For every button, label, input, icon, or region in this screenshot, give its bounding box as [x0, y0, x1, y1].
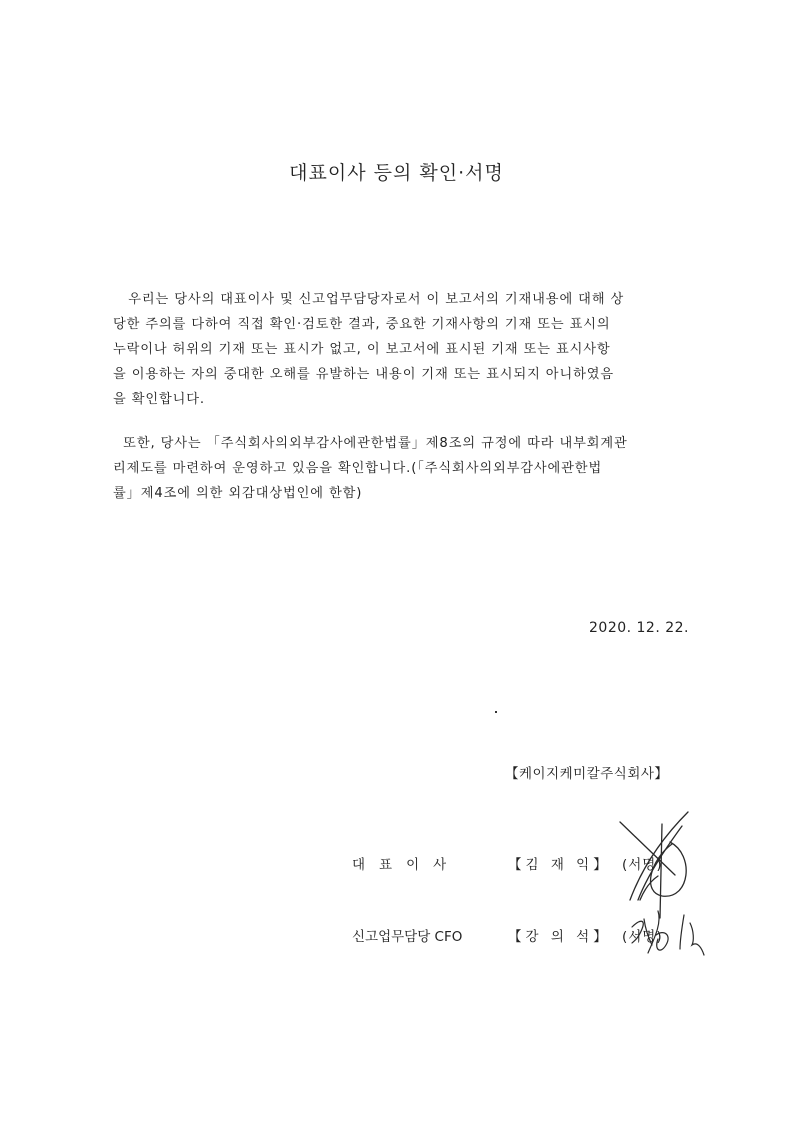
internal-control-paragraph [113, 431, 687, 506]
document-title: 대표이사 등의 확인·서명 [289, 162, 504, 184]
paragraph-line: 을 이용하는 자의 중대한 오해를 유발하는 내용이 기재 또는 표시되지 아니하였음 [113, 367, 615, 382]
signatory-name: 【김 재 익】 [508, 857, 611, 873]
paragraph-line: 리제도를 마련하여 운영하고 있음을 확인합니다.(「주식회사의외부감사에관한법 [113, 461, 603, 476]
confirmation-paragraph [113, 287, 687, 412]
paragraph-line: 우리는 당사의 대표이사 및 신고업무담당자로서 이 보고서의 기재내용에 대해 상 [113, 292, 625, 307]
paragraph-line: 당한 주의를 다하여 직접 확인·검토한 결과, 중요한 기재사항의 기재 또는 표시의 [113, 317, 611, 332]
signatory-name: 【강 의 석】 [508, 929, 611, 945]
company-name: 【케이지케미칼주식회사】 [505, 766, 669, 782]
signatory-role: 대표이사 [352, 857, 461, 873]
signatory-role: 신고업무담당 CFO [352, 929, 463, 945]
paragraph-line: 또한, 당사는 「주식회사의외부감사에관한법률」제8조의 규정에 따라 내부회계관 [113, 436, 628, 451]
paragraph-line: 률」제4조에 의한 외감대상법인에 한함) [113, 486, 363, 501]
paragraph-line: 누락이나 허위의 기재 또는 표시가 없고, 이 보고서에 표시된 기재 또는 표시사항 [113, 342, 611, 357]
signature-label: (서명) [622, 929, 663, 945]
signature-label: (서명) [622, 857, 663, 873]
document-date: 2020. 12. 22. [589, 620, 690, 636]
paragraph-line: 을 확인합니다. [113, 392, 206, 407]
scan-dot [495, 711, 497, 713]
